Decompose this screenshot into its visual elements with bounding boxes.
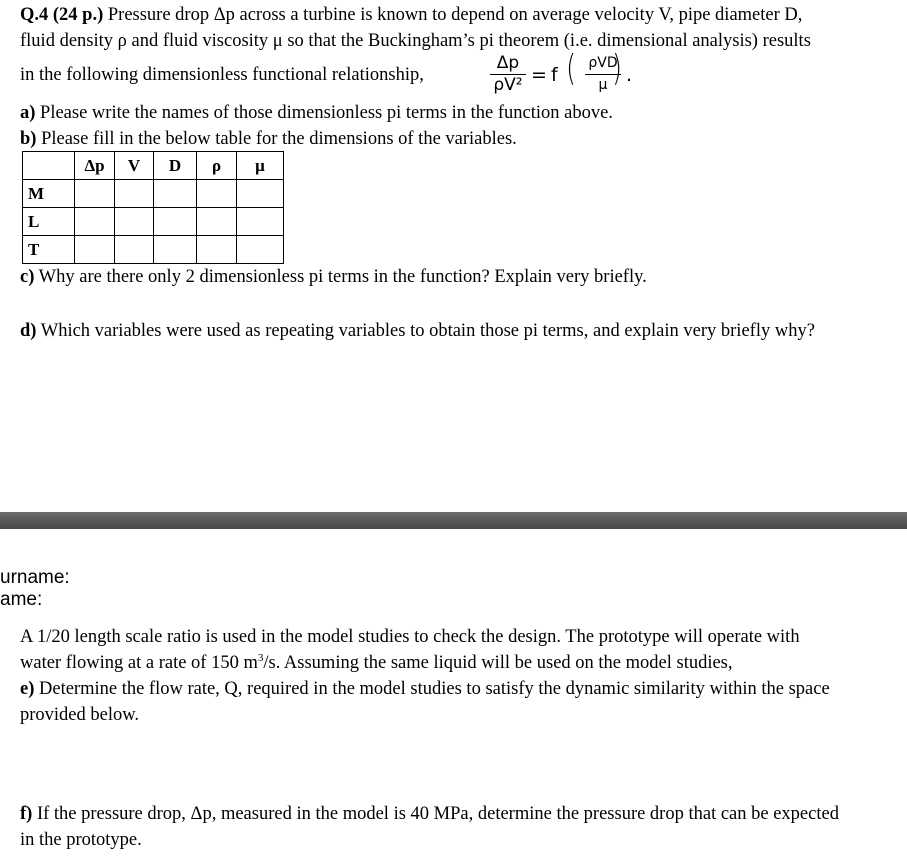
table-cell[interactable] xyxy=(154,180,197,208)
part-b xyxy=(20,126,517,152)
table-row xyxy=(23,180,284,208)
part-e-text-1: Determine the flow rate, Q, required in the model studies to satisfy the dynamic similarity within the space xyxy=(34,679,830,699)
table-cell[interactable] xyxy=(115,236,154,264)
question-intro-text: Pressure drop Δp across a turbine is known to depend on average velocity V, pipe diameter D, xyxy=(103,5,803,25)
table-header-row xyxy=(23,152,284,180)
table-cell[interactable] xyxy=(197,208,237,236)
name-label-text: ame: xyxy=(0,589,43,610)
table-cell[interactable] xyxy=(115,208,154,236)
column-header: V xyxy=(115,152,154,180)
part-a xyxy=(20,100,613,126)
q2-line-1: A 1/20 length scale ratio is used in the model studies to check the design. The prototype will operate with xyxy=(20,627,800,647)
table-corner-cell xyxy=(23,152,75,180)
part-f xyxy=(20,801,839,827)
part-c-label: c) xyxy=(20,267,35,287)
part-d xyxy=(20,318,815,344)
part-f-text-1: If the pressure drop, Δp, measured in the model is 40 MPa, determine the pressure drop that can be expected xyxy=(32,804,839,824)
lhs-denominator: ρV² xyxy=(493,75,523,95)
surname-label xyxy=(0,567,70,589)
column-header: D xyxy=(154,152,197,180)
table-cell[interactable] xyxy=(115,180,154,208)
part-d-label: d) xyxy=(20,321,37,341)
part-b-text: Please fill in the below table for the dimensions of the variables. xyxy=(36,129,517,149)
table-cell[interactable] xyxy=(237,208,284,236)
table-cell[interactable] xyxy=(75,208,115,236)
part-c-text: Why are there only 2 dimensionless pi terms in the function? Explain very briefly. xyxy=(34,267,647,287)
column-header: Δp xyxy=(75,152,115,180)
q2-line-2-pre: water flowing at a rate of 150 m xyxy=(20,653,258,673)
open-paren: ( xyxy=(566,48,576,89)
part-e-label: e) xyxy=(20,679,35,699)
table-row xyxy=(23,236,284,264)
lhs-fraction xyxy=(490,54,526,95)
close-paren: ) xyxy=(612,48,622,89)
name-label xyxy=(0,589,42,611)
table-cell[interactable] xyxy=(197,236,237,264)
column-header: ρ xyxy=(197,152,237,180)
part-e xyxy=(20,676,830,702)
rhs-numerator: ρVD xyxy=(588,55,618,71)
question-number: Q.4 (24 p.) xyxy=(20,5,104,25)
rhs-denominator: μ xyxy=(598,77,608,93)
page-divider xyxy=(0,512,907,529)
q2-line-2-post: /s. Assuming the same liquid will be used on the model studies, xyxy=(263,653,733,673)
row-header: M xyxy=(23,180,75,208)
part-a-label: a) xyxy=(20,103,36,123)
column-header: μ xyxy=(237,152,284,180)
part-d-text: Which variables were used as repeating variables to obtain those pi terms, and explain very briefly why? xyxy=(36,321,815,341)
equals-sign: = xyxy=(531,64,547,86)
part-a-text: Please write the names of those dimensionless pi terms in the function above. xyxy=(35,103,613,123)
dimensions-table xyxy=(22,151,284,264)
question-line-2: fluid density ρ and fluid viscosity μ so that the Buckingham’s pi theorem (i.e. dimensional analysis) results xyxy=(20,31,811,51)
part-b-label: b) xyxy=(20,129,37,149)
part-f-label: f) xyxy=(20,804,33,824)
function-symbol: f xyxy=(551,64,558,86)
table-cell[interactable] xyxy=(75,236,115,264)
part-e-continued: provided below. xyxy=(20,705,140,725)
surname-label-text: urname: xyxy=(0,567,70,588)
row-header: L xyxy=(23,208,75,236)
table-cell[interactable] xyxy=(75,180,115,208)
table-cell[interactable] xyxy=(154,208,197,236)
part-c xyxy=(20,264,647,290)
lhs-numerator: Δp xyxy=(496,53,520,73)
question-line-1 xyxy=(20,2,802,28)
table-cell[interactable] xyxy=(237,180,284,208)
table-cell[interactable] xyxy=(197,180,237,208)
table-cell[interactable] xyxy=(154,236,197,264)
q2-superscript: 3 xyxy=(257,651,264,664)
question-line-3: in the following dimensionless functional relationship, xyxy=(20,65,424,85)
part-f-continued: in the prototype. xyxy=(20,830,142,850)
table-cell[interactable] xyxy=(237,236,284,264)
table-row xyxy=(23,208,284,236)
formula-period: . xyxy=(626,64,633,86)
row-header: T xyxy=(23,236,75,264)
q2-line-2 xyxy=(20,650,733,676)
